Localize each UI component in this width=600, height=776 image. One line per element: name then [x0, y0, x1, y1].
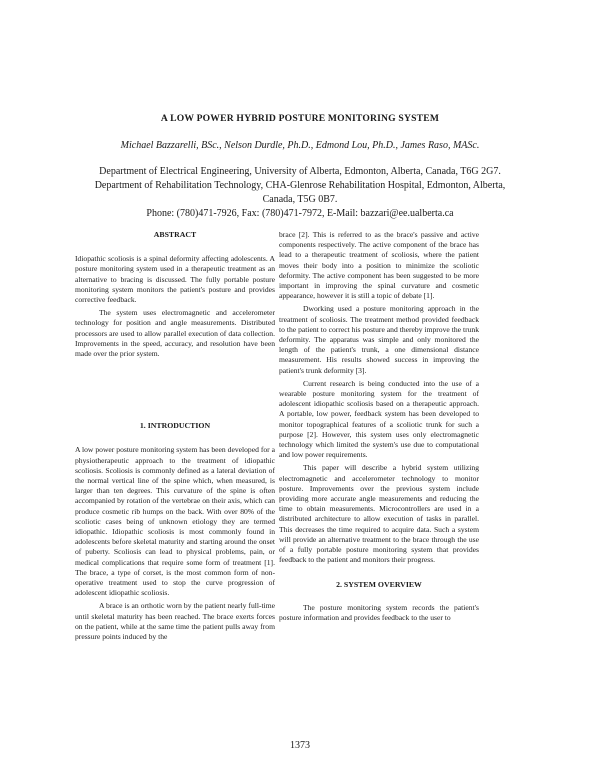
introduction-paragraph-1: A low power posture monitoring system has been developed for a physiotherapeutic approach to the treatment of idiopathic scoliosis. Scoliosis is commonly defined as a lateral deviation of the normal vertical line of the spine which, when measured, is larger than ten degrees. This curvature of the spine is often accompanied by rotation of the vertebrae on their axis, which can produce cosmetic rib humps on the back. With over 80% of the scoliotic cases being of unknown etiology they are termed idiopathic. Idiopathic scoliosis is most commonly found in adolescents before skeletal maturity and starting around the onset of puberty. Scoliosis can lead to physical problems, pain, or medical complications that require some form of treatment [1]. The brace, a type of corset, is the most common form of non-operative treatment used to stop the curve progression of adolescent idiopathic scoliosis.: [75, 445, 275, 598]
right-column: [279, 230, 479, 626]
right-paragraph-1: brace [2]. This is referred to as the brace's passive and active components respectively. The active component of the brace has lead to a therapeutic treatment of scoliosis, where the patient moves their body into a position to minimize the scoliotic deformity. The active component has been suggested to be more important in improving the spinal curvature and cosmetic appearance, however it is still a topic of debate [1].: [279, 230, 479, 301]
left-column: [75, 230, 275, 645]
affiliation-line-2: Department of Rehabilitation Technology, CHA-Glenrose Rehabilitation Hospital, Edmonton, Alberta, Canada, T5G 0B7.: [94, 180, 506, 205]
abstract-heading: ABSTRACT: [153, 230, 197, 239]
paper-title: A LOW POWER HYBRID POSTURE MONITORING SYSTEM: [160, 113, 440, 124]
abstract-paragraph-2: The system uses electromagnetic and accelerometer technology for position and angle measurements. Distributed processors are used to allow parallel execution of data collection. Improvements in the speed, accuracy, and resolution have been made over the prior system.: [75, 308, 275, 359]
right-paragraph-3: Current research is being conducted into the use of a wearable posture monitoring system for the treatment of adolescent idiopathic scoliosis based on a therapeutic approach. A portable, low power, feedback system has been developed to monitor topographical features of a scoliotic trunk for such a purpose [2]. However, this system uses only electromagnetic technology which limited the system's use due to computational and low power requirements.: [279, 378, 479, 460]
author-list: Michael Bazzarelli, BSc., Nelson Durdle, Ph.D., Edmond Lou, Ph.D., James Raso, MASc.: [120, 140, 480, 151]
right-paragraph-2: Dworking used a posture monitoring approach in the treatment of scoliosis. The treatment method provided feedback to the patient to correct his posture and thereby improve the trunk deformity. The apparatus was simple and only monitored the length of the patient's trunk, a one dimensional distance measurement. His results showed success in improving the patient's trunk deformity [3].: [279, 304, 479, 375]
introduction-paragraph-2: A brace is an orthotic worn by the patient nearly full-time until skeletal maturity has been reached. The brace exerts forces on the patient, while at the same time the patient pulls away from pressure points induced by the: [75, 601, 275, 642]
affiliation-line-1: Department of Electrical Engineering, University of Alberta, Edmonton, Alberta, Canada, T6G 2G7.: [99, 166, 501, 177]
introduction-heading: 1. INTRODUCTION: [139, 421, 211, 431]
system-overview-heading: 2. SYSTEM OVERVIEW: [336, 579, 422, 589]
contact-line: Phone: (780)471-7926, Fax: (780)471-7972, E-Mail: bazzari@ee.ualberta.ca: [146, 208, 454, 219]
right-paragraph-4: This paper will describe a hybrid system utilizing electromagnetic and accelerometer technology to monitor posture. Improvements over the previous system include providing more accurate angle measurements and reducing the time to obtain measurements. Microcontrollers are used in a distributed architecture to allow execution of tasks in parallel. This decreases the time required to acquire data. Such a system will provide an alternative treatment to the brace through the use of a fully portable posture monitoring system that provides feedback to the patient and monitors their progress.: [279, 463, 479, 565]
right-paragraph-5: The posture monitoring system records the patient's posture information and provides feedback to the user to: [279, 602, 479, 622]
abstract-paragraph-1: Idiopathic scoliosis is a spinal deformity affecting adolescents. A posture monitoring system used in a therapeutic treatment as an alternative to bracing is discussed. The fully portable posture monitoring system monitors the patient's posture and provides corrective feedback.: [75, 254, 275, 305]
page-number: 1373: [290, 740, 310, 751]
affiliations: [80, 165, 520, 221]
